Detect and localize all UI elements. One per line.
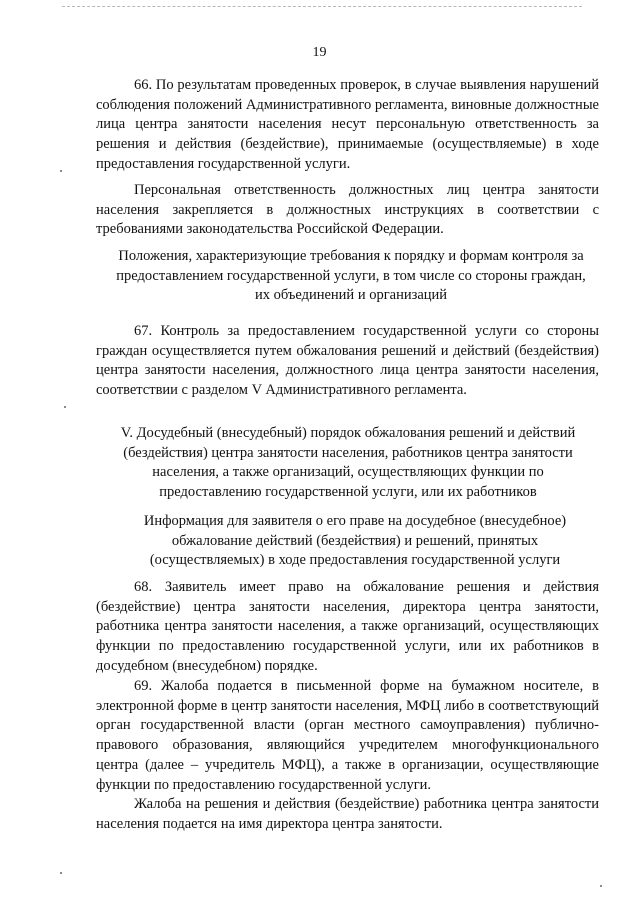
heading-text: V. Досудебный (внесудебный) порядок обжалования решений и действий (бездействия) центра занятости населения, работников центра занятости населения, а также организаций, осуществляющих функции по предоставлению государственной услуги, или их работников xyxy=(120,425,576,501)
chapter-heading-v xyxy=(104,424,592,503)
scan-speck xyxy=(600,885,602,887)
scan-top-edge xyxy=(62,6,582,7)
paragraph-text: 68. Заявитель имеет право на обжалование решения и действия (бездействие) центра занятости населения, директора центра занятости, работника центра занятости населения, а также организаций, осуществляющих функции по предоставлению государственной услуги, или их работников в досудебном (внесудебном) порядке. xyxy=(96,579,599,674)
paragraph-69 xyxy=(96,677,599,795)
page-number: 19 xyxy=(312,45,327,60)
scan-speck xyxy=(60,170,62,172)
paragraph-67 xyxy=(96,322,599,401)
section-heading-information xyxy=(120,512,590,571)
paragraph-text: Персональная ответственность должностных лиц центра занятости населения закрепляется в должностных инструкциях в соответствии с требованиями законодательства Российской Федерации. xyxy=(96,182,599,238)
paragraph-text: 67. Контроль за предоставлением государственной услуги со стороны граждан осуществляется путем обжалования решений и действий (бездействия) центра занятости населения, должностного лица центра занятости населения, соответствии с разделом V Административного регламента. xyxy=(96,323,599,399)
heading-text: Информация для заявителя о его праве на досудебное (внесудебное) обжалование действий (бездействия) и решений, принятых (осуществляемых) в ходе предоставления государственной услуги xyxy=(143,513,567,569)
paragraph-text: 69. Жалоба подается в письменной форме на бумажном носителе, в электронной форме в центр занятости населения, МФЦ либо в соответствующий орган государственной власти (орган местного самоуправления) публично-правового образования, являющийся учредителем многофункционального центра (далее – учредитель МФЦ), а также в организации, осуществляющие функции по предоставлению государственной услуги. xyxy=(96,678,599,793)
paragraph-68 xyxy=(96,578,599,677)
paragraph-text: 66. По результатам проведенных проверок, в случае выявления нарушений соблюдения положений Административного регламента, виновные должностные лица центра занятости населения несут персональную ответственность за решения и действия (бездействие), принимаемые (осуществляемые) в ходе предоставления государственной услуги. xyxy=(96,77,599,172)
scan-speck xyxy=(60,872,62,874)
scan-speck xyxy=(64,406,66,408)
section-heading-control xyxy=(116,247,586,306)
heading-text: Положения, характеризующие требования к порядку и формам контроля за предоставлением государственной услуги, в том числе со стороны граждан, их объединений и организаций xyxy=(116,248,586,304)
paragraph-complaint-addressee xyxy=(96,795,599,834)
paragraph-text: Жалоба на решения и действия (бездействие) работника центра занятости населения подается на имя директора центра занятости. xyxy=(96,796,599,832)
paragraph-66 xyxy=(96,76,599,175)
paragraph-responsibility xyxy=(96,181,599,240)
